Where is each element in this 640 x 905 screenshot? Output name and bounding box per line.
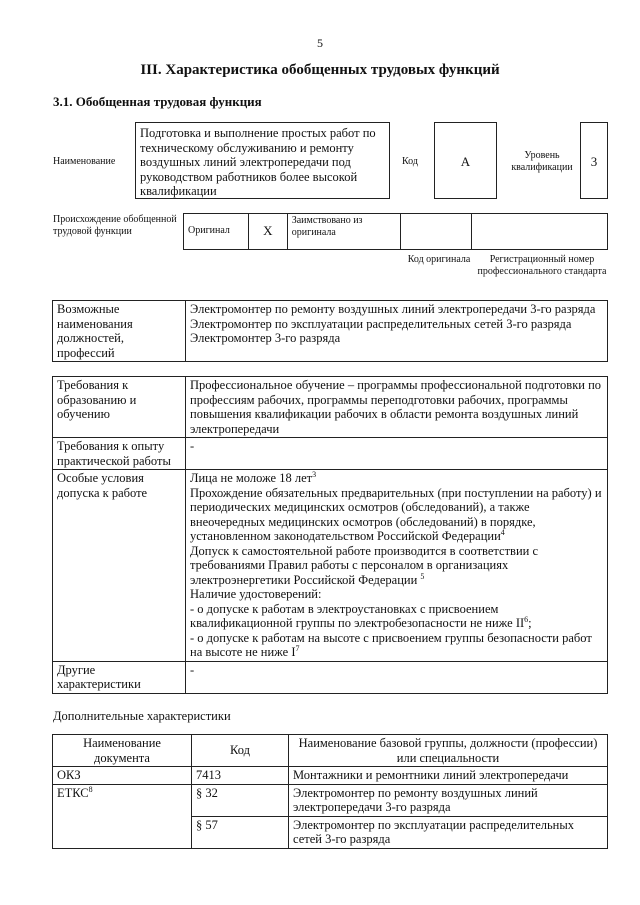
original-label-cell xyxy=(184,214,249,250)
section-title: III. Характеристика обобщенных трудовых функций xyxy=(140,62,500,78)
code-cell: § 32 xyxy=(192,784,289,816)
conditions-label: Особые условия допуска к работе xyxy=(57,471,148,500)
positions-value-cell xyxy=(186,301,608,362)
page-number: 5 xyxy=(317,36,323,50)
original-mark-cell xyxy=(248,214,287,250)
position-line: Электромонтер по эксплуатации распределительных сетей 3-го разряда xyxy=(190,316,572,331)
position-line: Электромонтер 3-го разряда xyxy=(190,331,341,345)
condition-line: Прохождение обязательных предварительных (при поступлении на работу) и периодических медицинских осмотров (обследований), а также внеочередных медицинских осмотров (обследований) в порядке, установленном законодательством Российской Федерации$^4$ xyxy=(190,485,602,543)
name-cell: Электромонтер по ремонту воздушных линий электропередачи 3-го разряда xyxy=(289,784,608,816)
col-name-header xyxy=(289,735,608,767)
name-cell: Монтажники и ремонтники линий электропередачи xyxy=(289,767,608,785)
level-label: Уровень квалификации xyxy=(511,150,573,173)
function-name-box xyxy=(135,122,390,199)
condition-line: - о допуске к работам на высоте с присвоением группы безопасности работ на высоте не ниже $I^7$ xyxy=(190,630,592,659)
education-label: Требования к образованию и обучению xyxy=(57,378,137,421)
condition-line: - о допуске к работам в электроустановках с присвоением квалификационной группы по электробезопасности не ниже $II^6$; xyxy=(190,601,532,630)
function-name: Подготовка и выполнение простых работ по техническому обслуживанию и ремонту воздушных линий электропередачи под руководством работников более высокой квалификации xyxy=(140,126,376,198)
doc-cell: ОКЗ xyxy=(53,767,192,785)
experience-label-cell xyxy=(53,438,186,470)
code-box xyxy=(434,122,497,199)
positions-table xyxy=(52,300,608,362)
additional-title: Дополнительные характеристики xyxy=(53,709,231,723)
borrowed-label: Заимствовано из оригинала xyxy=(291,215,363,238)
col-doc-header xyxy=(53,735,192,767)
position-line: Электромонтер по ремонту воздушных линий электропередачи 3-го разряда xyxy=(190,302,596,316)
additional-table xyxy=(52,734,608,849)
experience-value: - xyxy=(190,439,195,453)
other-value-cell xyxy=(186,661,608,693)
education-value-cell xyxy=(186,377,608,438)
col-code-label: Код xyxy=(230,743,250,758)
reg-number-cell xyxy=(471,214,607,250)
condition-line: Допуск к самостоятельной работе производится в соответствии с требованиями Правил работы с персоналом в организациях электроэнергетики Российской Федерации $^5$ xyxy=(190,543,539,587)
code-original-label: Код оригинала xyxy=(407,254,471,265)
condition-line: Наличие удостоверений: xyxy=(190,587,322,601)
reg-number-label: Регистрационный номер профессионального стандарта xyxy=(477,254,607,277)
code-label: Код xyxy=(402,156,418,167)
origin-label: Происхождение обобщенной трудовой функции xyxy=(53,214,177,237)
other-value: - xyxy=(190,662,195,677)
other-label: Другие характеристики xyxy=(57,662,141,691)
name-cell: Электромонтер по эксплуатации распределительных сетей 3-го разряда xyxy=(289,816,608,848)
level-value: 3 xyxy=(590,154,598,169)
col-name-label: Наименование базовой группы, должности (профессии) или специальности xyxy=(298,736,598,765)
original-label: Оригинал xyxy=(188,225,230,237)
conditions-label-cell xyxy=(53,470,186,662)
level-box xyxy=(580,122,608,199)
origin-table xyxy=(183,213,608,250)
education-label-cell xyxy=(53,377,186,438)
code-original-cell xyxy=(401,214,472,250)
doc-cell: ЕТКС$^8$ xyxy=(53,784,192,848)
condition-line: Лица не моложе 18 лет$^3$ xyxy=(190,469,317,485)
code-value: А xyxy=(460,154,471,169)
code-cell: § 57 xyxy=(192,816,289,848)
table-row xyxy=(53,767,608,785)
education-value: Профессиональное обучение – программы профессиональной подготовки по профессиям рабочих, программы переподготовки рабочих, программы повышения квалификации рабочих в области ремонта воздушных линий электропередачи xyxy=(190,378,602,436)
conditions-value-cell xyxy=(186,470,608,662)
experience-value-cell xyxy=(186,438,608,470)
name-label: Наименование xyxy=(53,156,116,167)
positions-label-cell xyxy=(53,301,186,362)
requirements-table xyxy=(52,376,608,694)
other-label-cell xyxy=(53,661,186,693)
code-cell: 7413 xyxy=(192,767,289,785)
subsection-title: 3.1. Обобщенная трудовая функция xyxy=(53,94,262,109)
table-row xyxy=(53,784,608,816)
original-mark: X xyxy=(263,223,273,239)
positions-label: Возможные наименования должностей, профессий xyxy=(57,302,133,360)
col-doc-label: Наименование документа xyxy=(83,736,161,765)
borrowed-label-cell xyxy=(287,214,401,250)
col-code-header xyxy=(192,735,289,767)
experience-label: Требования к опыту практической работы xyxy=(57,439,171,468)
